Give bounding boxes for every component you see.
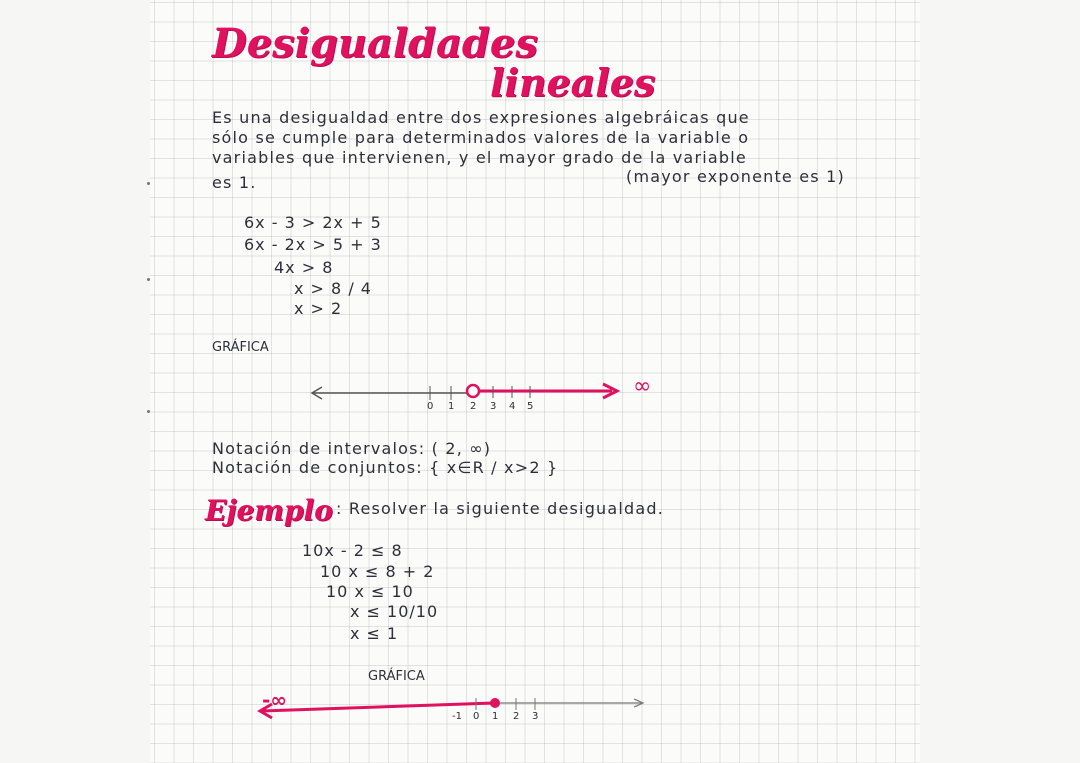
example2-step-5: x ≤ 1	[350, 624, 399, 643]
tick-label: 4	[509, 401, 516, 412]
title-line-1: Desigualdades	[212, 20, 538, 67]
tick-label: 0	[473, 711, 480, 722]
example2-step-4: x ≤ 10/10	[350, 602, 439, 621]
definition-line-2: sólo se cumple para determinados valores de la variable o	[212, 128, 750, 147]
tick-label: 0	[427, 401, 434, 412]
example1-step-4: x > 8 / 4	[294, 279, 372, 298]
grafica-label-2: GRÁFICA	[368, 669, 425, 684]
example1-step-2: 6x - 2x > 5 + 3	[244, 235, 382, 254]
set-notation: Notación de conjuntos: { x∈R / x>2 }	[212, 458, 559, 477]
tick-label: 5	[527, 401, 534, 412]
example2-step-2: 10 x ≤ 8 + 2	[320, 562, 435, 581]
negative-infinity-label: -∞	[262, 688, 287, 712]
tick-label: 2	[470, 401, 477, 412]
example1-step-1: 6x - 3 > 2x + 5	[244, 213, 382, 232]
grafica-label-1: GRÁFICA	[212, 340, 269, 355]
solution-ray-2	[262, 703, 494, 711]
example1-step-3: 4x > 8	[274, 258, 334, 277]
tick-label: 3	[490, 401, 497, 412]
closed-circle-icon	[490, 698, 500, 708]
example-prompt: : Resolver la siguiente desigualdad.	[336, 499, 665, 518]
definition-line-3: variables que intervienen, y el mayor grado de la variable	[212, 148, 747, 167]
definition-line-4: es 1.	[212, 173, 257, 192]
example1-step-5: x > 2	[294, 299, 343, 318]
example-heading: Ejemplo	[205, 494, 333, 527]
tick-label: 2	[513, 711, 520, 722]
tick-label: 1	[448, 401, 455, 412]
definition-note: (mayor exponente es 1)	[626, 167, 845, 186]
interval-notation: Notación de intervalos: ( 2, ∞)	[212, 439, 492, 458]
definition-line-1: Es una desigualdad entre dos expresiones algebráicas que	[212, 108, 750, 127]
title-line-2: lineales	[490, 60, 656, 105]
tick-label: -1	[452, 711, 462, 722]
tick-label: 3	[532, 711, 539, 722]
tick-label: 1	[492, 711, 499, 722]
infinity-label: ∞	[633, 374, 652, 399]
example2-step-3: 10 x ≤ 10	[326, 582, 414, 601]
example2-step-1: 10x - 2 ≤ 8	[302, 541, 403, 560]
